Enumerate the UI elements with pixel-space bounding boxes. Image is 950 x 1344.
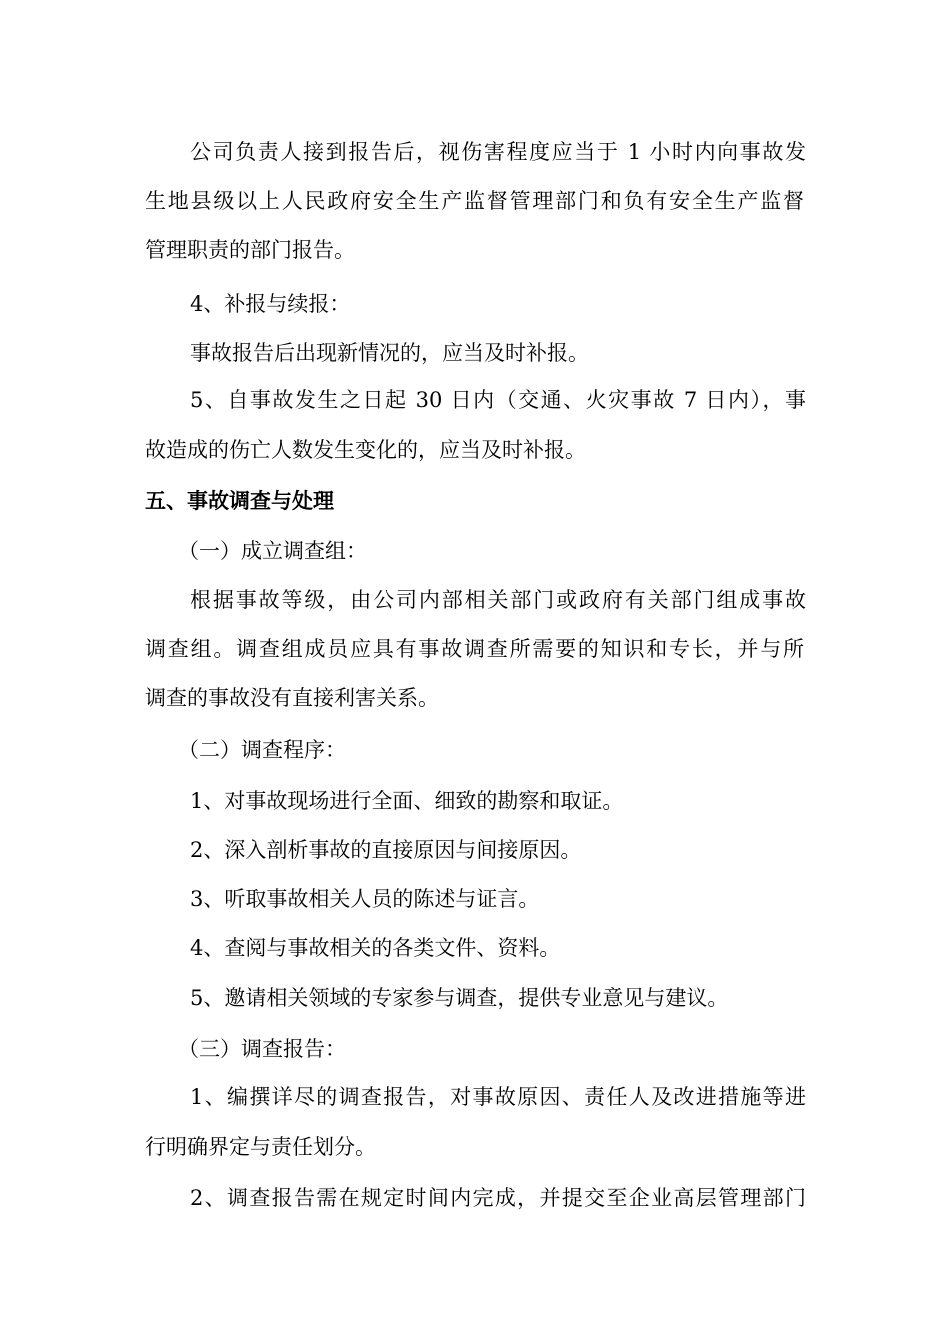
paragraph-line: 事故报告后出现新情况的，应当及时补报。 xyxy=(190,341,589,365)
subsection-heading: （一）成立调查组： xyxy=(178,539,367,563)
list-item: 4、查阅与事故相关的各类文件、资料。 xyxy=(190,936,561,960)
list-item: 4、补报与续报： xyxy=(190,292,351,316)
paragraph-line: 调查的事故没有直接利害关系。 xyxy=(145,686,439,710)
paragraph-line: 故造成的伤亡人数发生变化的，应当及时补报。 xyxy=(145,438,586,462)
paragraph-line: 根据事故等级，由公司内部相关部门或政府有关部门组成事故 xyxy=(190,588,806,612)
paragraph-line: 调查组。调查组成员应具有事故调查所需要的知识和专长，并与所 xyxy=(145,637,804,661)
paragraph-line: 公司负责人接到报告后，视伤害程度应当于 1 小时内向事故发 xyxy=(190,140,806,164)
section-heading: 五、事故调查与处理 xyxy=(145,488,334,513)
subsection-heading: （二）调查程序： xyxy=(178,738,346,762)
list-item: 1、对事故现场进行全面、细致的勘察和取证。 xyxy=(190,789,624,813)
list-item: 5、自事故发生之日起 30 日内（交通、火灾事故 7 日内），事 xyxy=(190,388,806,412)
paragraph-line: 生地县级以上人民政府安全生产监督管理部门和负有安全生产监督 xyxy=(145,189,804,213)
list-item: 2、调查报告需在规定时间内完成，并提交至企业高层管理部门 xyxy=(190,1186,806,1210)
paragraph-line: 管理职责的部门报告。 xyxy=(145,238,355,262)
list-item: 1、编撰详尽的调查报告，对事故原因、责任人及改进措施等进 xyxy=(190,1085,806,1109)
list-item: 3、听取事故相关人员的陈述与证言。 xyxy=(190,887,540,911)
subsection-heading: （三）调查报告： xyxy=(178,1037,346,1061)
list-item: 2、深入剖析事故的直接原因与间接原因。 xyxy=(190,838,582,862)
paragraph-line: 行明确界定与责任划分。 xyxy=(145,1135,376,1159)
list-item: 5、邀请相关领域的专家参与调查，提供专业意见与建议。 xyxy=(190,986,729,1010)
